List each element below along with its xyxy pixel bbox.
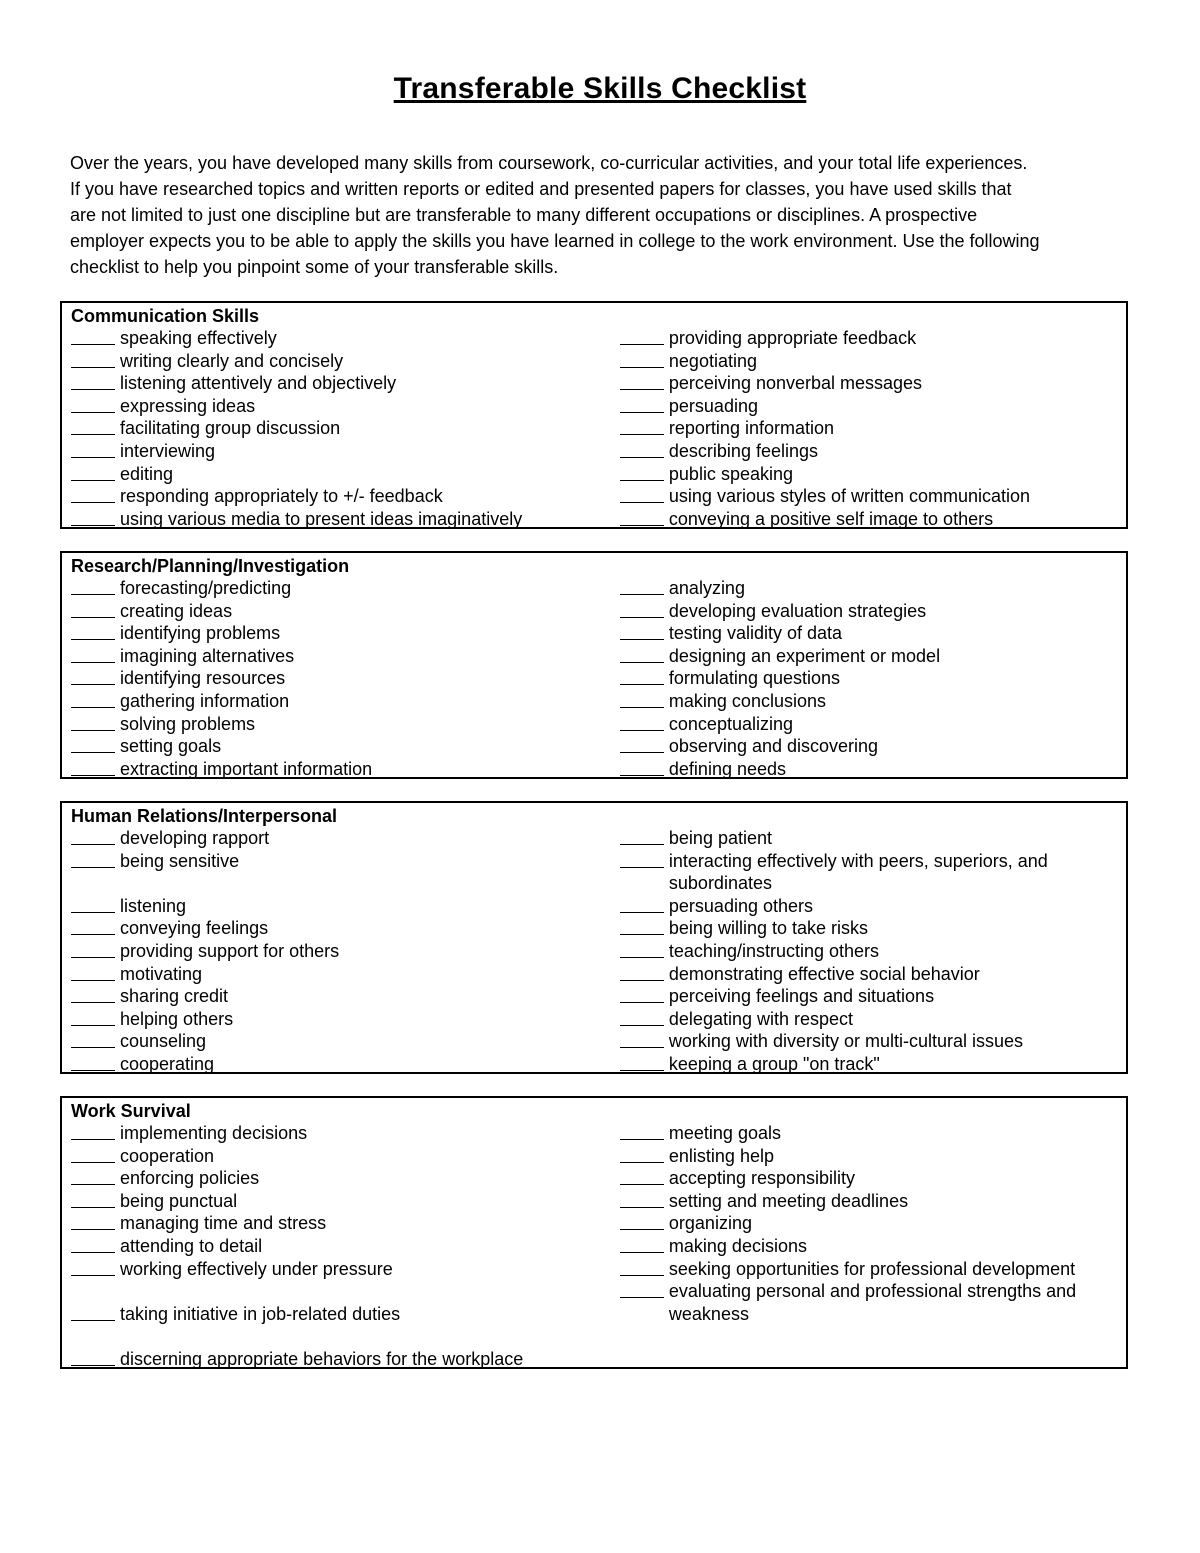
checklist-item[interactable]: [71, 463, 620, 486]
check-blank[interactable]: [620, 1008, 664, 1026]
check-blank[interactable]: [71, 895, 115, 913]
item-label: identifying problems: [120, 623, 281, 644]
intro-paragraph: [70, 150, 1140, 280]
item-label: testing validity of data: [668, 623, 843, 644]
checklist-item[interactable]: [71, 1235, 620, 1258]
item-label: creating ideas: [120, 600, 233, 621]
row-spacer: [71, 872, 620, 895]
checklist-item[interactable]: [71, 1145, 620, 1168]
check-blank[interactable]: [71, 1030, 115, 1048]
check-blank[interactable]: [71, 372, 115, 390]
item-label: helping others: [120, 1008, 234, 1029]
item-label: evaluating personal and professional strengths and weakness: [668, 1281, 1077, 1324]
section-title: Work Survival: [71, 1101, 191, 1121]
item-label: taking initiative in job-related duties: [120, 1303, 401, 1324]
checklist-item[interactable]: [71, 1348, 620, 1371]
check-blank[interactable]: [71, 327, 115, 345]
item-label: motivating: [120, 963, 203, 984]
check-blank[interactable]: [71, 1145, 115, 1163]
item-label: reporting information: [668, 418, 834, 439]
check-blank[interactable]: [620, 1030, 664, 1048]
checklist-item[interactable]: [620, 1190, 1118, 1213]
section-title: Research/Planning/Investigation: [71, 556, 350, 576]
item-label: solving problems: [120, 713, 256, 734]
checklist-item[interactable]: [620, 463, 1118, 486]
item-label: observing and discovering: [668, 736, 879, 757]
item-label: extracting important information: [120, 758, 373, 779]
item-label: using various styles of written communication: [668, 486, 1031, 507]
item-label: working with diversity or multi-cultural issues: [668, 1031, 1024, 1052]
item-label: gathering information: [120, 690, 290, 711]
item-label: organizing: [668, 1213, 752, 1234]
check-blank[interactable]: [71, 1167, 115, 1185]
item-label: negotiating: [668, 350, 757, 371]
checklist-item[interactable]: [620, 917, 1118, 940]
checklist-item[interactable]: [71, 940, 620, 963]
item-label: conceptualizing: [668, 713, 793, 734]
check-blank[interactable]: [71, 690, 115, 708]
item-label: teaching/instructing others: [668, 940, 880, 961]
item-label: cooperating: [120, 1053, 215, 1074]
checklist-item[interactable]: [71, 985, 620, 1008]
checklist-item[interactable]: [620, 1167, 1118, 1190]
right-column: [620, 577, 1118, 780]
check-blank[interactable]: [620, 667, 664, 685]
checklist-item[interactable]: [620, 395, 1118, 418]
checklist-item[interactable]: [620, 1235, 1118, 1258]
checklist-item[interactable]: [620, 895, 1118, 918]
item-label: persuading others: [668, 895, 814, 916]
checklist-item[interactable]: [620, 758, 1118, 781]
item-label: enlisting help: [668, 1145, 774, 1166]
check-blank[interactable]: [620, 735, 664, 753]
item-label: identifying resources: [120, 668, 286, 689]
section-title: Communication Skills: [71, 306, 260, 326]
item-label: perceiving feelings and situations: [668, 986, 935, 1007]
check-blank[interactable]: [71, 1348, 115, 1366]
check-blank[interactable]: [71, 1212, 115, 1230]
item-label: designing an experiment or model: [668, 645, 941, 666]
check-blank[interactable]: [620, 827, 664, 845]
checklist-item[interactable]: [620, 1212, 1118, 1235]
check-blank[interactable]: [620, 1235, 664, 1253]
checklist-item[interactable]: [71, 622, 620, 645]
item-label: expressing ideas: [120, 395, 256, 416]
check-blank[interactable]: [71, 485, 115, 503]
check-blank[interactable]: [620, 1145, 664, 1163]
check-blank[interactable]: [71, 1303, 115, 1321]
left-column: [71, 827, 620, 1076]
check-blank[interactable]: [71, 735, 115, 753]
checklist-item[interactable]: [71, 690, 620, 713]
check-blank[interactable]: [620, 713, 664, 731]
checklist-item[interactable]: [620, 440, 1118, 463]
checklist-item[interactable]: [620, 645, 1118, 668]
item-label: delegating with respect: [668, 1008, 854, 1029]
checklist-item[interactable]: [620, 735, 1118, 758]
check-blank[interactable]: [620, 417, 664, 435]
item-label: being punctual: [120, 1190, 238, 1211]
checklist-item[interactable]: [620, 667, 1118, 690]
item-label: persuading: [668, 395, 758, 416]
check-blank[interactable]: [620, 485, 664, 503]
check-blank[interactable]: [71, 577, 115, 595]
checklist-item[interactable]: [71, 1212, 620, 1235]
checklist-item[interactable]: [71, 850, 620, 873]
checklist-item[interactable]: [71, 667, 620, 690]
check-blank[interactable]: [620, 940, 664, 958]
item-label: perceiving nonverbal messages: [668, 373, 923, 394]
check-blank[interactable]: [71, 985, 115, 1003]
item-label: making conclusions: [668, 690, 826, 711]
item-label: discerning appropriate behaviors for the workplace: [120, 1348, 524, 1369]
item-label: conveying a positive self image to others: [668, 508, 994, 529]
check-blank[interactable]: [71, 940, 115, 958]
checklist-item[interactable]: [71, 485, 620, 508]
item-label: conveying feelings: [120, 918, 269, 939]
item-label: meeting goals: [668, 1123, 781, 1143]
checklist-item[interactable]: [71, 895, 620, 918]
checklist-item[interactable]: [71, 577, 620, 600]
check-blank[interactable]: [620, 327, 664, 345]
check-blank[interactable]: [71, 350, 115, 368]
check-blank[interactable]: [71, 440, 115, 458]
checklist-item[interactable]: [620, 985, 1118, 1008]
item-label: attending to detail: [120, 1235, 263, 1256]
checklist-item[interactable]: [71, 1053, 620, 1076]
check-blank[interactable]: [620, 350, 664, 368]
check-blank[interactable]: [620, 1212, 664, 1230]
checklist-item[interactable]: [71, 1190, 620, 1213]
check-blank[interactable]: [620, 1258, 664, 1276]
check-blank[interactable]: [620, 622, 664, 640]
section-work-survival: [60, 1096, 1128, 1369]
checklist-item[interactable]: [620, 485, 1118, 508]
item-label: developing rapport: [120, 828, 270, 848]
left-column: [71, 327, 620, 530]
left-column: [71, 1122, 620, 1371]
section-research-planning: [60, 551, 1128, 779]
checklist-item[interactable]: [620, 622, 1118, 645]
item-label: seeking opportunities for professional development: [668, 1258, 1076, 1279]
check-blank[interactable]: [71, 917, 115, 935]
checklist-item[interactable]: [71, 327, 620, 350]
checklist-item[interactable]: [71, 417, 620, 440]
check-blank[interactable]: [620, 963, 664, 981]
item-label: imagining alternatives: [120, 645, 295, 666]
item-label: listening attentively and objectively: [120, 373, 397, 394]
check-blank[interactable]: [71, 1258, 115, 1276]
page-title: Transferable Skills Checklist: [393, 72, 807, 105]
check-blank[interactable]: [620, 577, 664, 595]
item-label: responding appropriately to +/- feedback: [120, 486, 443, 507]
item-label: describing feelings: [668, 440, 818, 461]
item-label: counseling: [120, 1031, 207, 1052]
item-label: making decisions: [668, 1235, 807, 1256]
check-blank[interactable]: [620, 1053, 664, 1071]
check-blank[interactable]: [620, 895, 664, 913]
item-label: implementing decisions: [120, 1123, 308, 1143]
section-communication-skills: [60, 301, 1128, 529]
checklist-item[interactable]: [71, 1008, 620, 1031]
checklist-item[interactable]: [71, 758, 620, 781]
item-label: being sensitive: [120, 850, 240, 871]
check-blank[interactable]: [71, 1008, 115, 1026]
item-label: analyzing: [668, 578, 745, 598]
checklist-item[interactable]: [71, 1303, 620, 1326]
checklist-item[interactable]: [71, 508, 620, 531]
checklist-item[interactable]: [620, 690, 1118, 713]
item-label: being willing to take risks: [668, 918, 868, 939]
checklist-item[interactable]: [620, 850, 1118, 895]
section-title: Human Relations/Interpersonal: [71, 806, 338, 826]
check-blank[interactable]: [620, 917, 664, 935]
check-blank[interactable]: [71, 1235, 115, 1253]
intro-line: checklist to help you pinpoint some of your transferable skills.: [70, 257, 559, 277]
item-label: managing time and stress: [120, 1213, 327, 1234]
check-blank[interactable]: [620, 395, 664, 413]
checklist-item[interactable]: [71, 713, 620, 736]
checklist-item[interactable]: [620, 1053, 1118, 1076]
intro-line: Over the years, you have developed many skills from coursework, co-curricular activities, and your total life experiences.: [70, 153, 1028, 173]
item-label: enforcing policies: [120, 1168, 260, 1189]
checklist-item[interactable]: [71, 1122, 620, 1145]
check-blank[interactable]: [71, 600, 115, 618]
intro-line: If you have researched topics and written reports or edited and presented papers for classes, you have used skills that: [70, 179, 1012, 199]
checklist-item[interactable]: [620, 1122, 1118, 1145]
check-blank[interactable]: [71, 645, 115, 663]
checklist-item[interactable]: [620, 372, 1118, 395]
check-blank[interactable]: [620, 600, 664, 618]
check-blank[interactable]: [71, 622, 115, 640]
item-label: interacting effectively with peers, superiors, and subordinates: [668, 850, 1048, 894]
checklist-item[interactable]: [71, 735, 620, 758]
item-label: sharing credit: [120, 986, 229, 1007]
check-blank[interactable]: [620, 758, 664, 776]
checklist-item[interactable]: [71, 645, 620, 668]
check-blank[interactable]: [71, 713, 115, 731]
checklist-item[interactable]: [620, 577, 1118, 600]
check-blank[interactable]: [71, 1190, 115, 1208]
checklist-item[interactable]: [71, 963, 620, 986]
checklist-item[interactable]: [71, 827, 620, 850]
checklist-item[interactable]: [71, 350, 620, 373]
item-label: editing: [120, 463, 174, 484]
checklist-item[interactable]: [71, 917, 620, 940]
right-column: [620, 827, 1118, 1076]
item-label: providing appropriate feedback: [668, 328, 917, 348]
checklist-item[interactable]: [620, 1258, 1118, 1281]
checklist-item[interactable]: [71, 372, 620, 395]
item-label: accepting responsibility: [668, 1168, 856, 1189]
item-label: public speaking: [668, 463, 793, 484]
right-column: [620, 1122, 1118, 1371]
check-blank[interactable]: [620, 850, 664, 868]
checklist-item[interactable]: [71, 600, 620, 623]
checklist-item[interactable]: [620, 827, 1118, 850]
checklist-item[interactable]: [71, 395, 620, 418]
checklist-item[interactable]: [620, 963, 1118, 986]
item-label: working effectively under pressure: [120, 1258, 393, 1279]
check-blank[interactable]: [71, 850, 115, 868]
check-blank[interactable]: [620, 985, 664, 1003]
check-blank[interactable]: [71, 758, 115, 776]
check-blank[interactable]: [71, 667, 115, 685]
item-label: setting and meeting deadlines: [668, 1190, 909, 1211]
check-blank[interactable]: [71, 1053, 115, 1071]
checklist-item[interactable]: [71, 440, 620, 463]
item-label: defining needs: [668, 758, 787, 779]
row-spacer: [71, 1325, 620, 1348]
intro-line: are not limited to just one discipline but are transferable to many different occupations or disciplines. A prospective: [70, 205, 978, 225]
checklist-item[interactable]: [71, 1258, 620, 1281]
checklist-item[interactable]: [620, 713, 1118, 736]
check-blank[interactable]: [620, 1122, 664, 1140]
item-label: using various media to present ideas imaginatively: [120, 508, 523, 529]
check-blank[interactable]: [620, 463, 664, 481]
item-label: setting goals: [120, 736, 222, 757]
item-label: listening: [120, 895, 187, 916]
check-blank[interactable]: [71, 508, 115, 526]
check-blank[interactable]: [71, 963, 115, 981]
item-label: interviewing: [120, 440, 216, 461]
item-label: formulating questions: [668, 668, 841, 689]
item-label: being patient: [668, 828, 772, 848]
check-blank[interactable]: [71, 395, 115, 413]
checklist-item[interactable]: [620, 327, 1118, 350]
check-blank[interactable]: [620, 1190, 664, 1208]
check-blank[interactable]: [620, 508, 664, 526]
checklist-item[interactable]: [620, 1008, 1118, 1031]
item-label: providing support for others: [120, 940, 340, 961]
check-blank[interactable]: [620, 1280, 664, 1298]
checklist-item[interactable]: [620, 1280, 1118, 1325]
item-label: speaking effectively: [120, 328, 277, 348]
checklist-item[interactable]: [620, 1145, 1118, 1168]
check-blank[interactable]: [71, 463, 115, 481]
check-blank[interactable]: [620, 645, 664, 663]
item-label: demonstrating effective social behavior: [668, 963, 980, 984]
check-blank[interactable]: [71, 1122, 115, 1140]
row-spacer: [71, 1280, 620, 1303]
item-label: writing clearly and concisely: [120, 350, 344, 371]
item-label: developing evaluation strategies: [668, 600, 927, 621]
checklist-item[interactable]: [620, 350, 1118, 373]
item-label: forecasting/predicting: [120, 578, 292, 598]
check-blank[interactable]: [620, 440, 664, 458]
left-column: [71, 577, 620, 780]
checklist-item[interactable]: [620, 1030, 1118, 1053]
checklist-item[interactable]: [620, 600, 1118, 623]
checklist-item[interactable]: [620, 417, 1118, 440]
check-blank[interactable]: [620, 1167, 664, 1185]
check-blank[interactable]: [620, 372, 664, 390]
item-label: cooperation: [120, 1145, 215, 1166]
item-label: keeping a group "on track": [668, 1053, 880, 1074]
check-blank[interactable]: [71, 827, 115, 845]
checklist-item[interactable]: [620, 508, 1118, 531]
section-human-relations: [60, 801, 1128, 1074]
intro-line: employer expects you to be able to apply the skills you have learned in college to the work environment. Use the following: [70, 231, 1040, 251]
item-label: facilitating group discussion: [120, 418, 341, 439]
checklist-item[interactable]: [620, 940, 1118, 963]
checklist-item[interactable]: [71, 1167, 620, 1190]
right-column: [620, 327, 1118, 530]
checklist-item[interactable]: [71, 1030, 620, 1053]
check-blank[interactable]: [620, 690, 664, 708]
check-blank[interactable]: [71, 417, 115, 435]
